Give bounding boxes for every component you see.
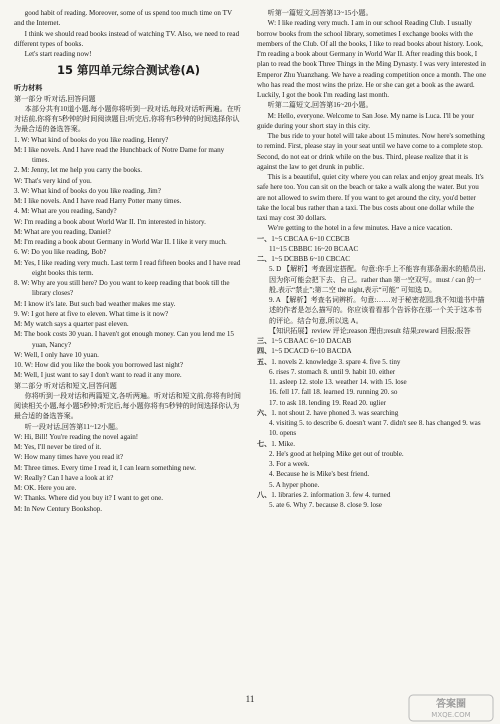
answer-text: 5. D 【解析】考查固定搭配。句意:你手上不能容有那条溺水的船员出,因为你可能会把下去、自己。rather than 第一空双写。must / can 的一般,表示“禁止”;第二空 the night,表示“可能” 可知选 D。 <box>269 265 486 294</box>
answer-line <box>257 480 486 490</box>
dialogue-line: 3. W: What kind of books do you like reading, Jim? <box>14 186 161 195</box>
answer-section-label: 二、 <box>257 255 272 263</box>
part2-heading: 第二部分 听对话和短文,回答问题 <box>14 381 117 390</box>
passage-paragraph: This is a beautiful, quiet city where you can relax and enjoy great meals. It's safe here too. You can sit on the beach or take a walk along the water. But you are not allowed to swim there. If you want to get around the city, you'd better take the local bus rather than a taxi. The bus costs about one dollar while the taxi may cost 30 dollars. <box>257 173 484 222</box>
dialogue-line: 1. W: What kind of books do you like reading, Henry? <box>14 135 169 144</box>
dialogue-line: M: I'm reading a book about Germany in World War II. I like it very much. <box>14 238 227 246</box>
part1-instructions: 本部分共有10道小题,每小题你将听到一段对话,每段对话听两遍。在听对话前,你将有5秒钟的时间阅读题目;听完后,你将有5秒钟的时间选择你认为最合适的备选答案。 <box>14 104 241 134</box>
answer-text: 9. A 【解析】考查名词辨析。句意:……对于秘密花园,我不知道书中描述的作者是怎么描写的。你应该看看那个告诉你在那一个关于这本书的评论。结合句意,所以选 A。 <box>269 296 485 325</box>
passage-paragraph: The bus ride to your hotel will take about 15 minutes. Now here's something to remind. First, please stay in your seat until we have come to a complete stop. Second, do not eat or drink while on the bus. Third, please realize that it is against the law to get drunk in public. <box>257 132 485 171</box>
dialogue-line: M: The book costs 30 yuan. I haven't got enough money. Can you lend me 15 yuan, Nancy? <box>14 330 234 349</box>
passage2-text <box>257 111 486 234</box>
answer-line <box>257 418 486 439</box>
answer-section-label: 七、 <box>257 439 272 448</box>
answer-text: 1~5 CBAAC 6~10 DACAB <box>271 337 352 345</box>
listening-heading: 听力材料 <box>14 84 43 93</box>
answer-line <box>257 336 486 346</box>
answer-text: 【知识拓展】review 评论;reason 理由;result 结果;reward 回报;报答 <box>269 326 471 335</box>
answer-section-label: 三、 <box>257 337 272 345</box>
answer-line <box>257 357 486 367</box>
intro-paragraph-2: I think we should read books instead of watching TV. Also, we need to read different types of books. <box>14 29 240 48</box>
dialogue-line: W: Well, I only have 10 yuan. <box>14 350 99 359</box>
intro-paragraph-3: Let's start reading now! <box>24 50 92 58</box>
passage2-heading: 听第二篇短文,回答第16~20小题。 <box>267 101 373 110</box>
svg-text:答案圈: 答案圈 <box>436 699 466 710</box>
dialogue-line: 8. W: Why are you still here? Do you want to keep reading that book till the library closes? <box>14 279 230 298</box>
answer-text: 1~5 CBCAA 6~10 CCBCB <box>271 234 350 243</box>
answer-section-label: 八、 <box>257 490 272 499</box>
answer-text: 5. ate 6. Why 7. because 8. close 9. lose <box>269 501 382 509</box>
dialogue-line: W: How many times have you read it? <box>14 453 124 462</box>
answer-line <box>257 295 486 326</box>
part2-subheading: 听一段对话,回答第11~12小题。 <box>24 422 123 431</box>
right-column <box>257 8 486 698</box>
dialogue-line: M: Yes, I like reading very much. Last term I read fifteen books and I have read eight books this term. <box>14 258 241 277</box>
passage1-heading: 听第一篇短文,回答第13~15小题。 <box>267 9 373 17</box>
passage-paragraph: M: Hello, everyone. Welcome to San Jose. My name is Luca. I'll be your guide during your short stay in this city. <box>257 111 475 130</box>
svg-text:MXQE.COM: MXQE.COM <box>431 711 471 719</box>
answer-section-label: 五、 <box>257 357 272 366</box>
dialogue-line: M: Well, I just want to say I don't want to read it any more. <box>14 371 182 380</box>
dialogue-line: M: I know it's late. But such bad weather makes me stay. <box>14 299 176 308</box>
dialogue-line: 6. W: Do you like reading, Bob? <box>14 248 107 257</box>
answer-text: 6. rises 7. stomach 8. until 9. habit 10. either <box>269 367 396 376</box>
dialogue-line: M: My watch says a quarter past eleven. <box>14 320 129 328</box>
answer-line <box>257 469 486 479</box>
answer-line <box>257 244 486 254</box>
dialogue-line: 10. W: How did you like the book you borrowed last night? <box>14 361 184 369</box>
answer-text: 1~5 DCACD 6~10 BACDA <box>271 347 352 356</box>
answer-line <box>257 367 486 377</box>
answer-line <box>257 439 486 449</box>
answer-line <box>257 234 486 244</box>
dialogue-list <box>14 135 243 381</box>
dialogue-line: W: I'm reading a book about World War II. I'm interested in history. <box>14 217 206 226</box>
answer-line <box>257 387 486 397</box>
passage1-text: W: I like reading very much. I am in our school Reading Club. I usually borrow books from the school library, sometimes I exchange books with the members of the Club. Of all the books, I like to read books about history. Look, I'm reading a book about Germany in World War II. After reading this book, I plan to read the book Three Things in the Ming Dynasty. I was very interested in Emperor Zhu Yuanzhang. We have a reading competition once a month. The one who has read the most wins the prize. He or she can get a book as the award. Luckily, I got the book I'm reading last month. <box>257 19 486 99</box>
answer-text: 2. He's good at helping Mike get out of trouble. <box>269 449 404 458</box>
answer-line <box>257 254 486 264</box>
answer-line <box>257 398 486 408</box>
answer-line <box>257 459 486 469</box>
answer-text: 17. to ask 18. lending 19. Read 20. uglier <box>269 398 387 407</box>
dialogue-line: M: I like novels. And I have read Harry Potter many times. <box>14 197 182 205</box>
answer-text: 1. not shout 2. have phoned 3. was searching <box>271 408 399 417</box>
answer-line <box>257 490 486 500</box>
answer-text: 16. fell 17. fall 18. learned 19. running 20. so <box>269 388 398 397</box>
answer-text: 4. Because he is Mike's best friend. <box>269 470 370 479</box>
part1-heading: 第一部分 听对话,回答问题 <box>14 94 96 103</box>
dialogue-line: W: Thanks. Where did you buy it? I want to get one. <box>14 494 163 503</box>
part2-dialogue <box>14 432 243 514</box>
answer-section-label: 六、 <box>257 408 272 417</box>
answer-line <box>257 500 486 510</box>
dialogue-line: 2. M: Jenny, let me help you carry the books. <box>14 166 142 175</box>
dialogue-line: W: Hi, Bill! You're reading the novel again! <box>14 432 139 441</box>
answer-text: 1. novels 2. knowledge 3. spare 4. five 5. tiny <box>271 357 401 366</box>
dialogue-line: M: Yes, I'll never be tired of it. <box>14 443 102 451</box>
intro-paragraph-1: good habit of reading. Moreover, some of us spend too much time on TV and the Internet. <box>14 9 232 28</box>
answer-text: 1. libraries 2. information 3. few 4. turned <box>271 490 391 499</box>
passage-paragraph: We're getting to the hotel in a few minutes. Have a nice vacation. <box>267 224 453 233</box>
answer-line <box>257 264 486 295</box>
left-column <box>14 8 243 698</box>
dialogue-line: 9. W: I got here at five to eleven. What time is it now? <box>14 309 169 318</box>
answer-section-label: 一、 <box>257 234 272 243</box>
answer-line <box>257 377 486 387</box>
answer-line <box>257 346 486 356</box>
answer-text: 11. asleep 12. stole 13. weather 14. with 15. lose <box>269 378 407 386</box>
answer-text: 3. For a week. <box>269 460 310 468</box>
answer-line <box>257 326 486 336</box>
answer-key <box>257 234 486 511</box>
dialogue-line: M: What are you reading, Daniel? <box>14 227 111 236</box>
answer-text: 1~5 DCBBB 6~10 CBCAC <box>271 255 351 263</box>
dialogue-line: 4. M: What are you reading, Sandy? <box>14 207 117 216</box>
answer-text: 11~15 CBBBC 16~20 BCAAC <box>269 244 359 253</box>
dialogue-line: W: That's very kind of you. <box>14 176 92 185</box>
answer-text: 4. visiting 5. to describe 6. doesn't want 7. didn't see 8. has changed 9. was 10. opens <box>269 419 481 438</box>
answer-line <box>257 449 486 459</box>
answer-line <box>257 408 486 418</box>
dialogue-line: W: Really? Can I have a look at it? <box>14 473 114 482</box>
answer-text: 5. A hyper phone. <box>269 480 320 489</box>
part2-instructions: 你将听到一段对话和两篇短文,各听两遍。听对话和短文前,你将有时间阅读相关小题,每小题5秒钟;听完后,每小题你将有5秒钟的时间选择你认为最合适的备选答案。 <box>14 391 241 421</box>
test-title: 15 第四单元综合测试卷(A) <box>57 63 200 78</box>
dialogue-line: M: In New Century Bookshop. <box>14 504 103 513</box>
dialogue-line: M: I like novels. And I have read the Hunchback of Notre Dame for many times. <box>14 145 225 164</box>
watermark-logo <box>408 694 494 722</box>
dialogue-line: M: OK. Here you are. <box>14 484 77 492</box>
dialogue-line: M: Three times. Every time I read it, I can learn something new. <box>14 463 197 472</box>
answer-text: 1. Mike. <box>271 439 296 448</box>
answer-section-label: 四、 <box>257 347 272 356</box>
page-number: 11 <box>245 694 255 704</box>
